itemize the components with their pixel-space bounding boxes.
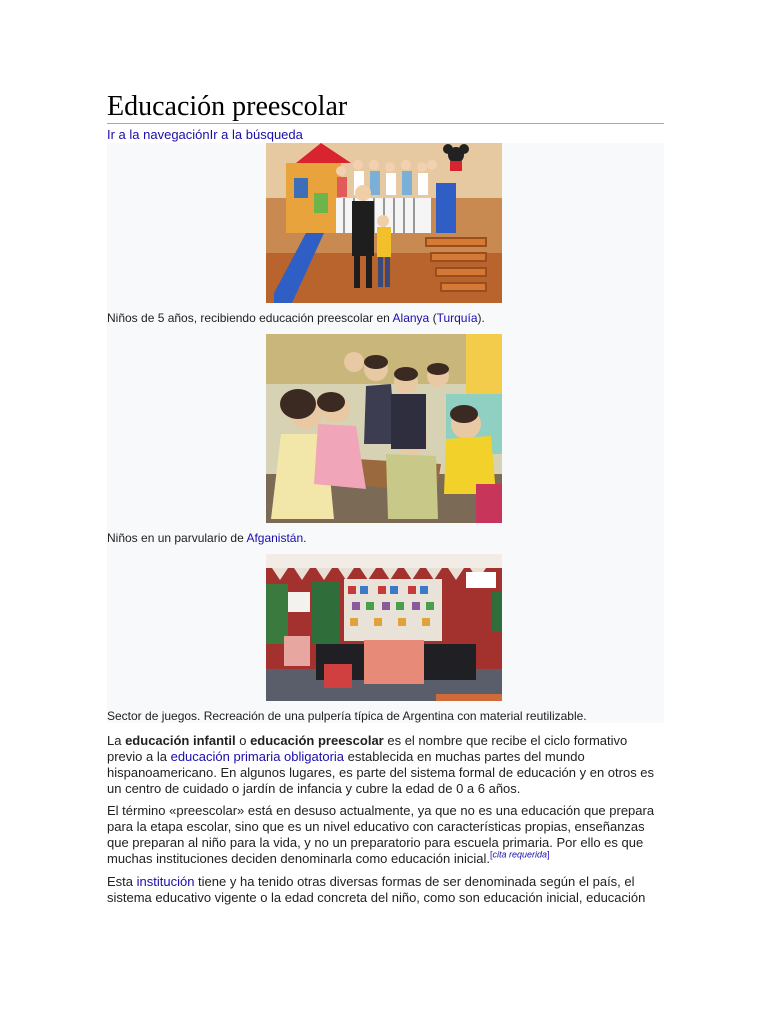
institucion-link[interactable]: institución xyxy=(136,874,195,889)
third-paragraph xyxy=(107,874,664,906)
classroom-photo-afghanistan[interactable] xyxy=(266,334,502,523)
paragraph-text: Esta xyxy=(107,874,137,889)
paragraph-text: El término «preescolar» está en desuso actualmente, ya que no es una educación que prepara para la etapa escolar, sino que es un nivel educativo con características propias, enseñanzas que preparan al niño para la vida, y no un preparatorio para escuela primaria. Por ello es que muchas instituciones deciden denominarla como educación inicial. xyxy=(107,803,655,866)
afganistan-link[interactable]: Afganistán xyxy=(246,531,304,545)
caption-text: ). xyxy=(477,311,485,325)
intro-paragraph xyxy=(107,733,664,797)
caption-text: Niños en un parvulario de xyxy=(107,531,247,545)
paragraph-text: es el nombre que recibe el ciclo formativo previo a la xyxy=(107,733,628,764)
page-title: Educación preescolar xyxy=(107,91,348,122)
play-corner-photo[interactable] xyxy=(266,554,502,701)
second-paragraph xyxy=(107,803,664,867)
paragraph-text: tiene y ha tenido otras diversas formas de ser denominada según el país, el sistema educativo vigente o la edad concreta del niño, como son educación inicial, educación xyxy=(107,874,646,905)
paragraph-text: La xyxy=(107,733,126,748)
figure-caption-2 xyxy=(107,531,307,546)
jump-to-search-link[interactable]: Ir a la búsqueda xyxy=(209,127,303,142)
educacion-primaria-link[interactable]: educación primaria obligatoria xyxy=(170,749,345,764)
caption-text: Niños de 5 años, recibiendo educación preescolar en xyxy=(107,311,393,325)
turquia-link[interactable]: Turquía xyxy=(436,311,478,325)
citation-needed xyxy=(490,850,550,860)
alanya-link[interactable]: Alanya xyxy=(392,311,430,325)
figure-caption-3: Sector de juegos. Recreación de una pulpería típica de Argentina con material reutilizable. xyxy=(107,709,587,723)
bold-term: educación infantil xyxy=(125,733,236,748)
cite-bracket[interactable]: ] xyxy=(547,849,550,860)
paragraph-text: o xyxy=(235,733,251,748)
caption-text: . xyxy=(303,531,307,545)
jump-to-navigation-link[interactable]: Ir a la navegación xyxy=(107,127,210,142)
figure-caption-1 xyxy=(107,311,485,326)
jump-links xyxy=(107,127,303,143)
cite-bracket[interactable]: [ xyxy=(490,849,493,860)
paragraph-text: establecida en muchas partes del mundo hispanoamericano. En algunos lugares, es parte del sistema formal de educación y en otros es un centro de cuidado o jardín de infancia y cubre la edad de 0 a 6 años. xyxy=(107,749,655,796)
bold-term: educación preescolar xyxy=(250,733,384,748)
title-divider xyxy=(107,123,664,124)
cita-requerida-link[interactable]: cita requerida xyxy=(492,849,548,860)
classroom-photo-turkey[interactable] xyxy=(266,143,502,303)
caption-text: ( xyxy=(429,311,437,325)
